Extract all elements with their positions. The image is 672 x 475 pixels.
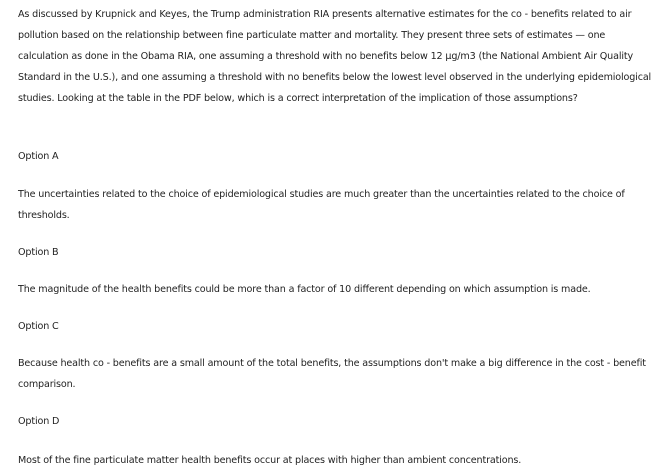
option-a-text[interactable]: The uncertainties related to the choice of epidemiological studies are much greater than the uncertainties related to the choice of thresholds. [18,189,625,221]
option-b-text[interactable]: The magnitude of the health benefits could be more than a factor of 10 different depending on which assumption is made. [18,284,591,295]
question-page [18,0,658,466]
question-text: As discussed by Krupnick and Keyes, the Trump administration RIA presents alternative estimates for the co - benefits related to air pollution based on the relationship between fine particulate matter and mortality. They present three sets of estimates — one calculation as done in the Obama RIA, one assuming a threshold with no benefits below 12 μg/m3 (the National Ambient Air Quality Standard in the U.S.), and one assuming a threshold with no benefits below the lowest level observed in the underlying epidemiological studies. Looking at the table in the PDF below, which is a correct interpretation of the implication of those assumptions? [18,9,652,104]
option-c-label[interactable]: Option C [18,321,59,332]
option-a-label[interactable]: Option A [18,151,59,162]
option-b-label[interactable]: Option B [18,247,59,258]
option-d-text[interactable]: Most of the fine particulate matter health benefits occur at places with higher than ambient concentrations. [18,455,522,466]
option-c-text[interactable]: Because health co - benefits are a small amount of the total benefits, the assumptions don't make a big difference in the cost - benefit comparison. [18,358,646,390]
option-d-label[interactable]: Option D [18,416,60,427]
